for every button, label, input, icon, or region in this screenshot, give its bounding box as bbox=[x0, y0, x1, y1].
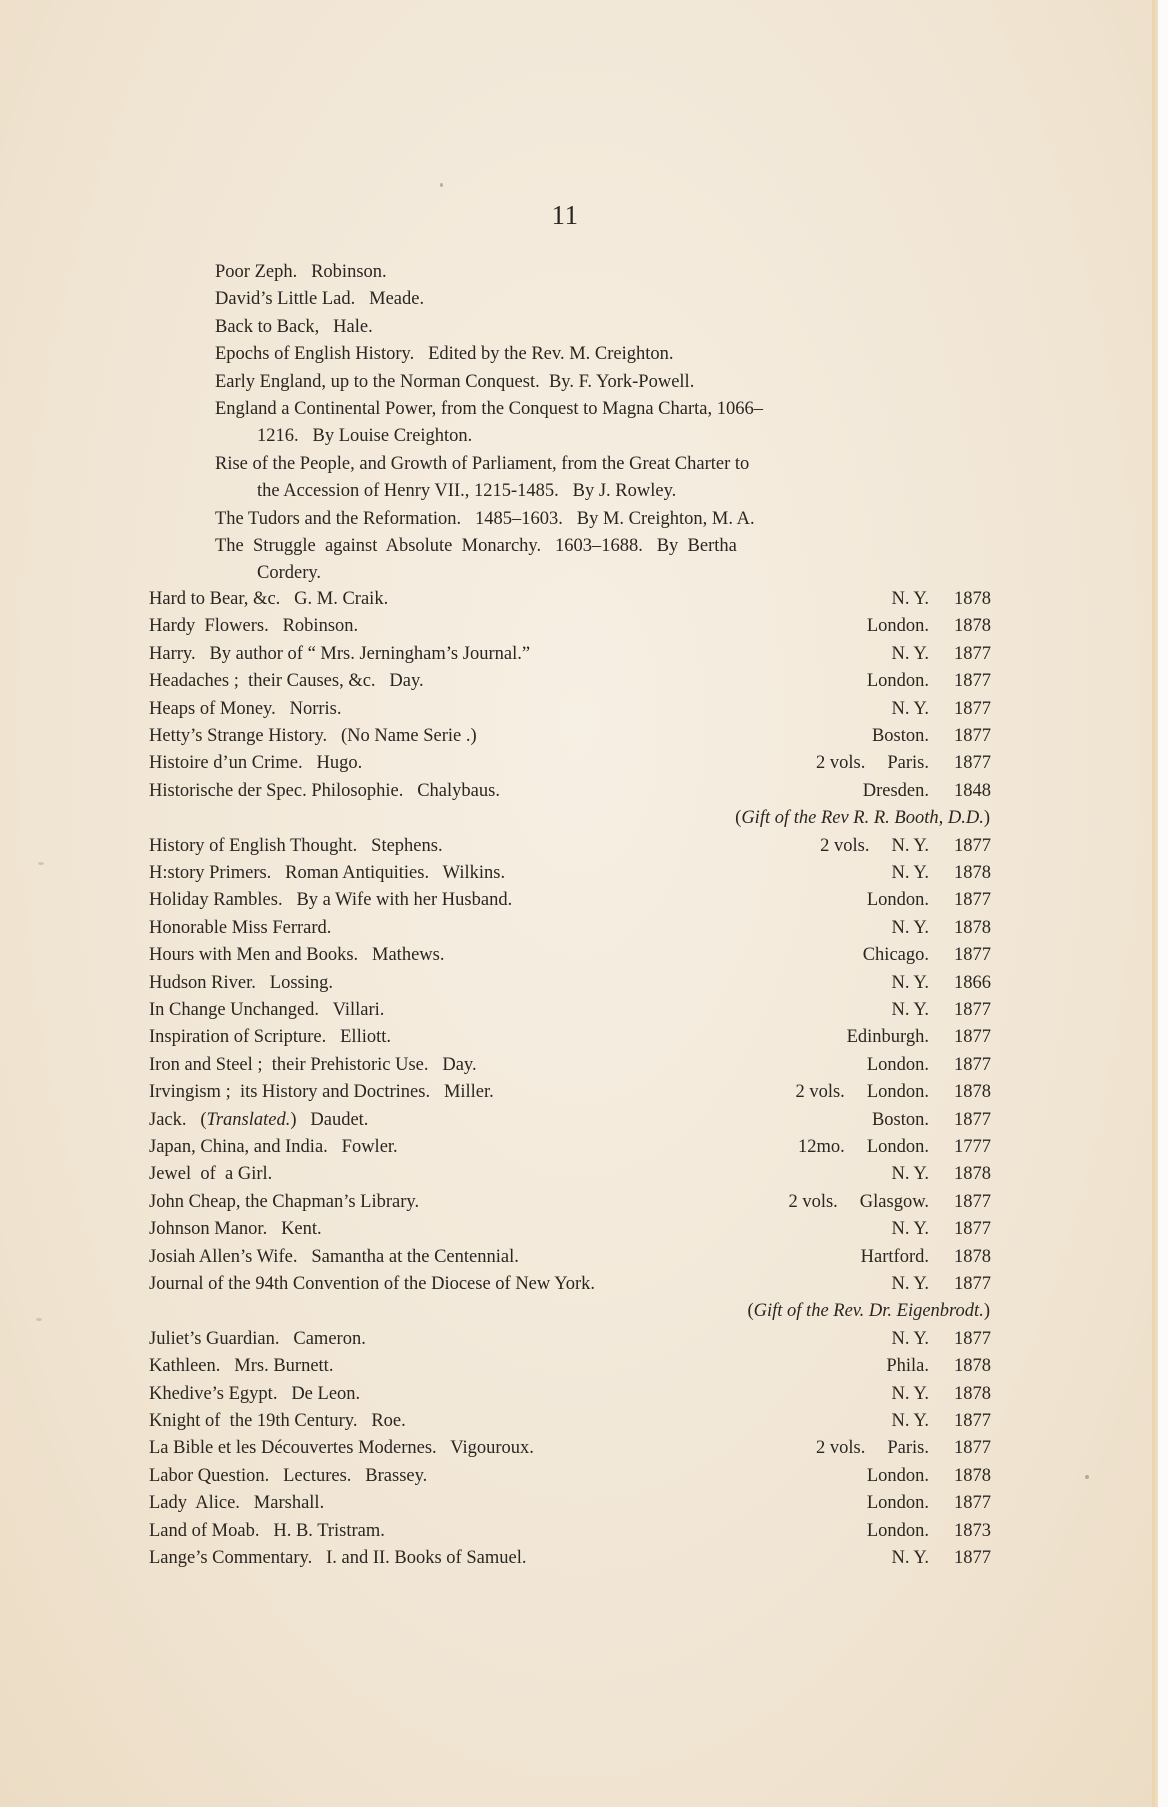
entry-year: 1877 bbox=[954, 1438, 991, 1459]
entry-imprint bbox=[891, 1547, 991, 1569]
entry-place: N. Y. bbox=[891, 1000, 929, 1020]
paper-speck bbox=[440, 183, 443, 187]
entry-place: Phila. bbox=[886, 1356, 929, 1377]
entry-year: 1877 bbox=[954, 1548, 991, 1568]
entry-place: London. bbox=[866, 671, 929, 692]
entry-place: N. Y. bbox=[891, 1328, 929, 1349]
entry-title: Irvingism ; its History and Doctrines. Miller. bbox=[149, 1082, 494, 1103]
entry-imprint bbox=[891, 1383, 991, 1405]
entry-year: 1777 bbox=[954, 1137, 991, 1157]
gift-note bbox=[747, 1300, 990, 1322]
entry-place: N. Y. bbox=[891, 835, 929, 856]
paper-speck bbox=[36, 1318, 42, 1321]
entry-title: History of English Thought. Stephens. bbox=[149, 835, 443, 856]
entry-title: Hours with Men and Books. Mathews. bbox=[149, 945, 445, 966]
entry-year: 1877 bbox=[954, 643, 991, 664]
entry-place: London. bbox=[866, 890, 929, 911]
entry-place: N. Y. bbox=[891, 1219, 929, 1240]
entry-imprint bbox=[788, 1191, 991, 1213]
entry-place: N. Y. bbox=[891, 1383, 929, 1404]
page-edge bbox=[1152, 0, 1158, 1807]
entry-title: Historische der Spec. Philosophie. Chalybaus. bbox=[149, 780, 500, 801]
entry-imprint bbox=[847, 1026, 991, 1048]
entry-place: N. Y. bbox=[891, 589, 929, 609]
intro-line: Epochs of English History. Edited by the Rev. M. Creighton. bbox=[215, 344, 674, 365]
entry-year: 1877 bbox=[954, 1274, 991, 1294]
entry-year: 1878 bbox=[954, 589, 991, 609]
entry-year: 1877 bbox=[954, 890, 991, 911]
entry-title: Hard to Bear, &c. G. M. Craik. bbox=[149, 589, 389, 609]
entry-place: N. Y. bbox=[891, 1411, 929, 1431]
intro-line: the Accession of Henry VII., 1215-1485. By J. Rowley. bbox=[257, 481, 677, 502]
entry-place: London. bbox=[866, 1137, 929, 1157]
entry-place: Hartford. bbox=[860, 1246, 929, 1267]
entry-title: In Change Unchanged. Villari. bbox=[149, 1000, 385, 1020]
entry-year: 1878 bbox=[954, 1356, 991, 1377]
entry-title: Labor Question. Lectures. Brassey. bbox=[149, 1465, 428, 1486]
entry-volumes: 12mo. bbox=[798, 1137, 845, 1157]
entry-place: N. Y. bbox=[891, 1548, 929, 1568]
entry-imprint bbox=[891, 999, 991, 1021]
intro-line: David’s Little Lad. Meade. bbox=[215, 289, 425, 310]
entry-title: Lange’s Commentary. I. and II. Books of Samuel. bbox=[149, 1548, 527, 1568]
entry-imprint bbox=[891, 917, 991, 939]
intro-line: Cordery. bbox=[257, 563, 322, 584]
entry-place: Paris. bbox=[887, 753, 929, 774]
gift-close-paren: ) bbox=[983, 808, 990, 829]
entry-title: Japan, China, and India. Fowler. bbox=[149, 1137, 398, 1157]
entry-year: 1877 bbox=[954, 671, 991, 692]
entry-title: Josiah Allen’s Wife. Samantha at the Centennial. bbox=[149, 1246, 519, 1267]
entry-title: Journal of the 94th Convention of the Diocese of New York. bbox=[149, 1274, 595, 1294]
entry-imprint bbox=[863, 780, 991, 802]
entry-year: 1877 bbox=[954, 726, 991, 746]
entry-title: Johnson Manor. Kent. bbox=[149, 1219, 322, 1240]
entry-place: London. bbox=[866, 1493, 929, 1514]
entry-year: 1877 bbox=[954, 1000, 991, 1020]
entry-year: 1877 bbox=[954, 1027, 991, 1048]
entry-place: London. bbox=[866, 616, 929, 637]
intro-line: Poor Zeph. Robinson. bbox=[215, 262, 387, 282]
entry-title: Hudson River. Lossing. bbox=[149, 972, 333, 993]
entry-imprint bbox=[891, 1163, 991, 1185]
entry-title: Khedive’s Egypt. De Leon. bbox=[149, 1383, 361, 1404]
paper-speck bbox=[1085, 1475, 1089, 1479]
entry-volumes: 2 vols. bbox=[816, 1438, 866, 1459]
entry-year: 1877 bbox=[954, 1219, 991, 1240]
entry-imprint bbox=[872, 1109, 991, 1131]
entry-volumes: 2 vols. bbox=[788, 1191, 838, 1212]
entry-year: 1877 bbox=[954, 1411, 991, 1431]
entry-title: Kathleen. Mrs. Burnett. bbox=[149, 1356, 334, 1377]
entry-year: 1866 bbox=[954, 972, 991, 993]
entry-year: 1878 bbox=[954, 1246, 991, 1267]
entry-title: Hetty’s Strange History. (No Name Serie .) bbox=[149, 726, 477, 746]
entry-year: 1877 bbox=[954, 753, 991, 774]
entry-place: London. bbox=[866, 1465, 929, 1486]
entry-title bbox=[149, 1109, 368, 1131]
entry-place: Boston. bbox=[871, 1109, 929, 1130]
entry-imprint bbox=[867, 615, 991, 637]
entry-year: 1877 bbox=[954, 1191, 991, 1212]
entry-title: Knight of the 19th Century. Roe. bbox=[149, 1411, 406, 1431]
entry-place: N. Y. bbox=[891, 972, 929, 993]
entry-imprint bbox=[861, 1246, 991, 1268]
entry-place: Dresden. bbox=[862, 780, 929, 801]
entry-title-italic: Translated. bbox=[206, 1109, 291, 1130]
entry-place: Boston. bbox=[871, 726, 929, 746]
entry-year: 1878 bbox=[954, 1383, 991, 1404]
entry-year: 1878 bbox=[954, 863, 991, 883]
entry-place: N. Y. bbox=[891, 698, 929, 719]
intro-line: 1216. By Louise Creighton. bbox=[257, 426, 473, 447]
intro-line: Rise of the People, and Growth of Parliament, from the Great Charter to bbox=[215, 453, 750, 474]
entry-imprint bbox=[891, 862, 991, 884]
entry-place: London. bbox=[866, 1520, 929, 1541]
entry-year: 1878 bbox=[954, 1465, 991, 1486]
entry-imprint bbox=[891, 643, 991, 665]
entry-place: Chicago. bbox=[862, 945, 929, 966]
entry-year: 1877 bbox=[954, 1328, 991, 1349]
entry-title: Iron and Steel ; their Prehistoric Use. Day. bbox=[149, 1054, 477, 1075]
entry-title: Juliet’s Guardian. Cameron. bbox=[149, 1328, 366, 1349]
entry-volumes: 2 vols. bbox=[795, 1082, 845, 1103]
entry-year: 1878 bbox=[954, 1164, 991, 1185]
entry-imprint bbox=[891, 588, 991, 610]
entry-imprint bbox=[891, 972, 991, 994]
entry-title: Histoire d’un Crime. Hugo. bbox=[149, 753, 363, 774]
entry-title: H:story Primers. Roman Antiquities. Wilkins. bbox=[149, 863, 506, 883]
paper-speck bbox=[38, 862, 44, 865]
page-number: 11 bbox=[551, 200, 579, 230]
gift-text: Gift of the Rev R. R. Booth, D.D. bbox=[741, 808, 984, 829]
entry-title-part: Jack. ( bbox=[149, 1109, 207, 1130]
entry-year: 1878 bbox=[954, 917, 991, 938]
entry-title: Jewel of a Girl. bbox=[149, 1164, 273, 1185]
entry-imprint bbox=[891, 1273, 991, 1295]
entry-imprint bbox=[891, 1218, 991, 1240]
intro-line: The Tudors and the Reformation. 1485–1603. By M. Creighton, M. A. bbox=[215, 508, 755, 529]
entry-year: 1877 bbox=[954, 1109, 991, 1130]
entry-imprint bbox=[816, 1437, 991, 1459]
entry-title: Lady Alice. Marshall. bbox=[149, 1493, 325, 1514]
entry-place: N. Y. bbox=[891, 917, 929, 938]
entry-year: 1878 bbox=[954, 1082, 991, 1103]
entry-imprint bbox=[867, 670, 991, 692]
entry-place: London. bbox=[866, 1082, 929, 1103]
entry-year: 1877 bbox=[954, 945, 991, 966]
entry-imprint bbox=[872, 725, 991, 747]
entry-year: 1877 bbox=[954, 698, 991, 719]
entry-place: N. Y. bbox=[891, 1274, 929, 1294]
entry-imprint bbox=[867, 1465, 991, 1487]
entry-title: La Bible et les Découvertes Modernes. Vigouroux. bbox=[149, 1438, 534, 1459]
entry-imprint bbox=[820, 835, 991, 857]
gift-text: Gift of the Rev. Dr. Eigenbrodt. bbox=[753, 1301, 984, 1322]
intro-line: The Struggle against Absolute Monarchy. 1603–1688. By Bertha bbox=[215, 536, 737, 556]
entry-title: John Cheap, the Chapman’s Library. bbox=[149, 1191, 420, 1212]
entry-year: 1877 bbox=[954, 835, 991, 856]
entry-imprint bbox=[816, 752, 991, 774]
entry-imprint bbox=[891, 1410, 991, 1432]
entry-place: Paris. bbox=[887, 1438, 929, 1459]
entry-year: 1877 bbox=[954, 1493, 991, 1514]
entry-place: Glasgow. bbox=[859, 1191, 929, 1212]
gift-open-paren: ( bbox=[747, 1301, 754, 1322]
entry-title: Land of Moab. H. B. Tristram. bbox=[149, 1520, 385, 1541]
intro-line: England a Continental Power, from the Conquest to Magna Charta, 1066– bbox=[215, 399, 763, 419]
entry-place: N. Y. bbox=[891, 863, 929, 883]
intro-line: Early England, up to the Norman Conquest. By. F. York-Powell. bbox=[215, 371, 695, 392]
entry-imprint bbox=[867, 889, 991, 911]
entry-title: Hardy Flowers. Robinson. bbox=[149, 616, 359, 637]
entry-title: Holiday Rambles. By a Wife with her Husband. bbox=[149, 890, 513, 911]
gift-close-paren: ) bbox=[983, 1301, 990, 1322]
entry-place: N. Y. bbox=[891, 643, 929, 664]
entry-place: Edinburgh. bbox=[846, 1027, 929, 1048]
entry-imprint bbox=[886, 1355, 991, 1377]
entry-title: Honorable Miss Ferrard. bbox=[149, 917, 332, 938]
entry-imprint bbox=[798, 1136, 991, 1158]
entry-place: London. bbox=[866, 1054, 929, 1075]
gift-note bbox=[735, 807, 990, 829]
entry-place: N. Y. bbox=[891, 1164, 929, 1185]
entry-imprint bbox=[867, 1492, 991, 1514]
entry-year: 1848 bbox=[954, 780, 991, 801]
entry-imprint bbox=[867, 1520, 991, 1542]
entry-imprint bbox=[867, 1054, 991, 1076]
entry-title: Inspiration of Scripture. Elliott. bbox=[149, 1027, 391, 1048]
entry-year: 1873 bbox=[954, 1520, 991, 1541]
entry-year: 1878 bbox=[954, 616, 991, 637]
entry-imprint bbox=[891, 698, 991, 720]
entry-volumes: 2 vols. bbox=[816, 753, 866, 774]
entry-volumes: 2 vols. bbox=[820, 835, 870, 856]
entry-imprint bbox=[863, 944, 991, 966]
entry-imprint bbox=[795, 1081, 991, 1103]
entry-title: Headaches ; their Causes, &c. Day. bbox=[149, 671, 424, 692]
entry-title: Harry. By author of “ Mrs. Jerningham’s Journal.” bbox=[149, 643, 531, 664]
intro-line: Back to Back, Hale. bbox=[215, 316, 373, 337]
entry-title: Heaps of Money. Norris. bbox=[149, 698, 342, 719]
gift-open-paren: ( bbox=[735, 808, 742, 829]
entry-imprint bbox=[891, 1328, 991, 1350]
entry-title-part: ) Daudet. bbox=[290, 1109, 369, 1130]
entry-year: 1877 bbox=[954, 1054, 991, 1075]
